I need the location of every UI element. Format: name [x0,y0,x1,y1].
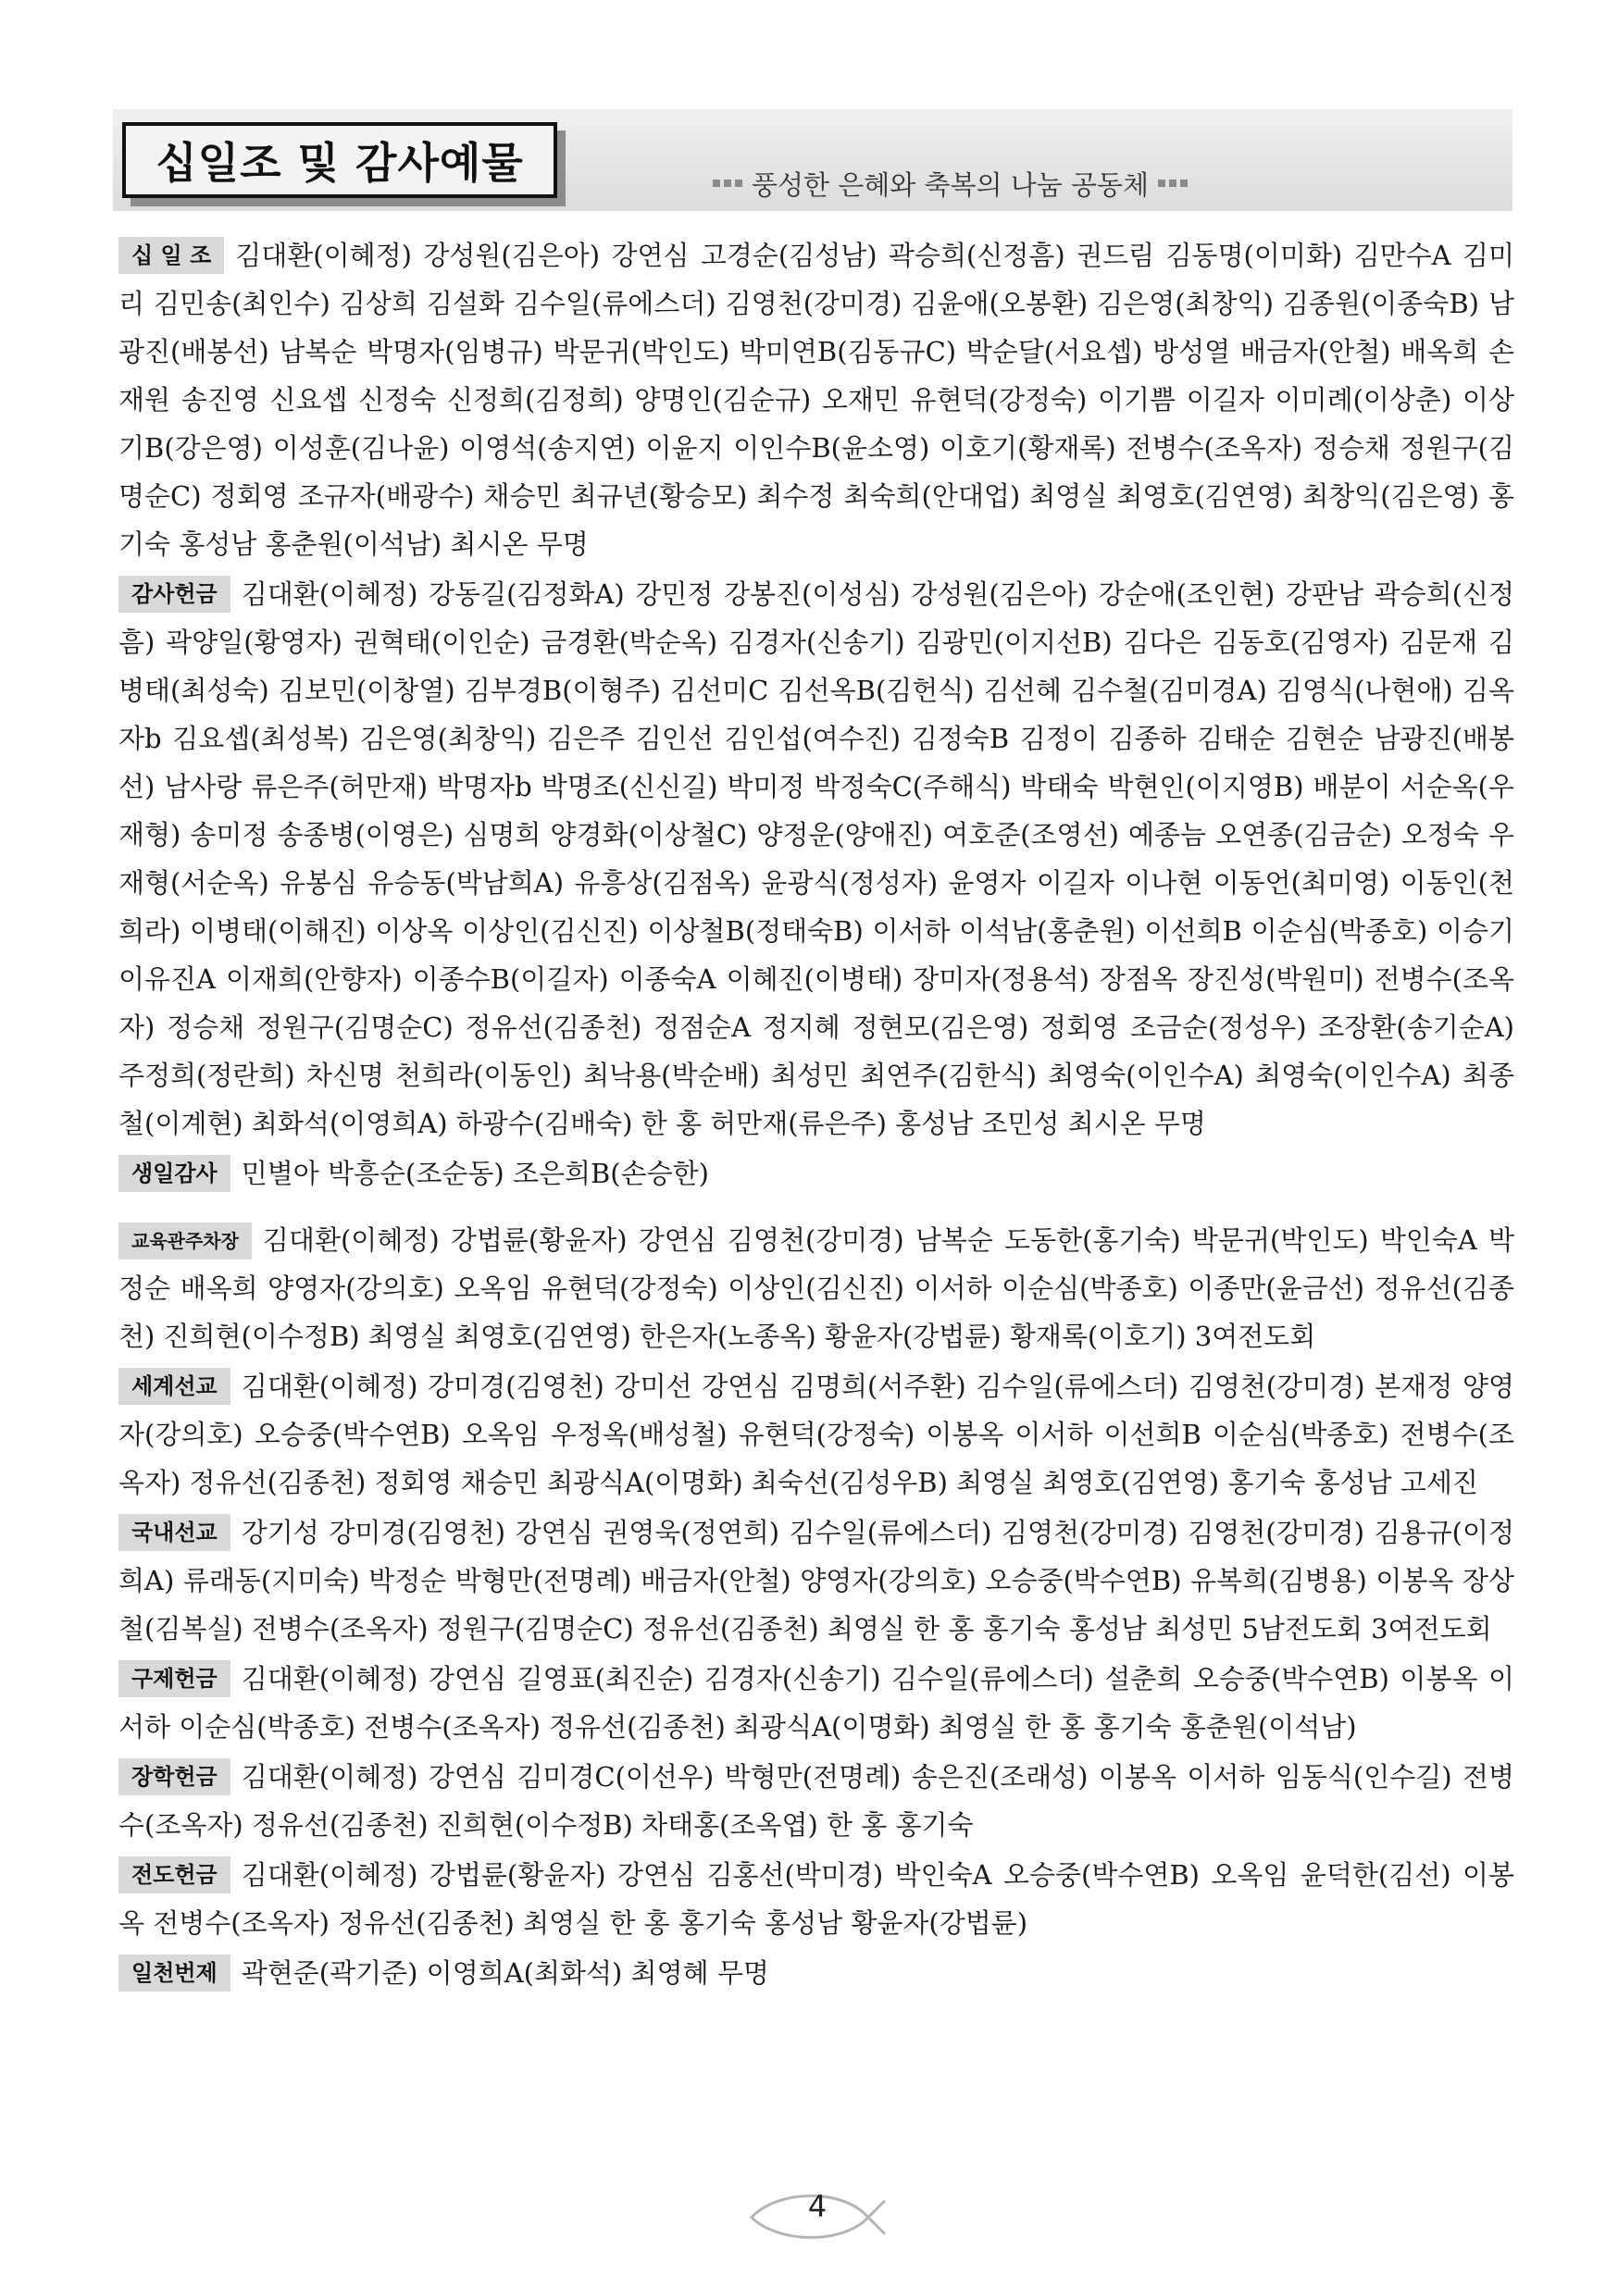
offering-list [118,231,1514,1999]
entry-label: 일천번제 [118,1955,230,1992]
entry-names: 김대환(이혜정) 강미경(김영천) 강미선 강연심 김명희(서주환) 김수일(류에스더) 김영천(강미경) 본재정 양영자(강의호) 오승중(박수연B) 오옥임 우정옥(배성철) 유현덕(강정숙) 이봉옥 이서하 이선희B 이순심(박종호) 전병수(조옥자) 정유선(김종천) 정회영 채승민 최광식A(이명화) 최숙선(김성우B) 최영실 최영호(김연영) 홍기숙 홍성남 고세진 [118,1371,1514,1498]
entry-world-mission [118,1362,1514,1507]
entry-scholarship [118,1753,1514,1849]
entry-evangelism [118,1851,1514,1947]
entry-relief [118,1655,1514,1751]
page-title: 십일조 및 감사예물 [156,138,524,188]
entry-names: 김대환(이혜정) 강연심 김미경C(이선우) 박형만(전명례) 송은진(조래성) 이봉옥 이서하 임동식(인수길) 전병수(조옥자) 정유선(김종천) 진희현(이수정B) 차태홍(조옥엽) 한 홍 홍기숙 [118,1761,1514,1841]
entry-label: 십 일 조 [118,237,224,274]
entry-names: 강기성 강미경(김영천) 강연심 권영욱(정연희) 김수일(류에스더) 김영천(강미경) 김영천(강미경) 김용규(이정희A) 류래동(지미숙) 박정순 박형만(전명례) 배금자(안철) 양영자(강의호) 오승중(박수연B) 유복희(김병용) 이봉옥 장상철(김복실) 전병수(조옥자) 정원구(김명순C) 정유선(김종천) 최영실 한 홍 홍기숙 홍성남 최성민 5남전도회 3여전도회 [118,1517,1514,1644]
entry-names: 김대환(이혜정) 강법륜(황윤자) 강연심 김영천(강미경) 남복순 도동한(홍기숙) 박문귀(박인도) 박인숙A 박정순 배옥희 양영자(강의호) 오옥임 유현덕(강정숙) 이상인(김신진) 이서하 이순심(박종호) 이종만(윤금선) 정유선(김종천) 진희현(이수정B) 최영실 최영호(김연영) 한은자(노종옥) 황윤자(강법륜) 황재록(이호기) 3여전도회 [118,1224,1514,1352]
page-number: 4 [807,2189,828,2224]
entry-label: 전도헌금 [118,1856,230,1893]
entry-names: 민별아 박흥순(조순동) 조은희B(손승한) [241,1158,709,1189]
entry-parking [118,1216,1514,1360]
entry-domestic-mission [118,1508,1514,1653]
entry-label: 세계선교 [118,1368,230,1405]
dots-left-icon [713,180,742,187]
subtitle-row [703,163,1197,204]
entry-names: 곽현준(곽기준) 이영희A(최화석) 최영혜 무명 [241,1957,769,1989]
subtitle: 풍성한 은혜와 축복의 나눔 공동체 [752,168,1150,201]
title-box [122,122,557,198]
entry-label: 교육관주차장 [118,1222,252,1260]
entry-names: 김대환(이혜정) 강연심 길영표(최진순) 김경자(신송기) 김수일(류에스더) 설춘희 오승중(박수연B) 이봉옥 이서하 이순심(박종호) 전병수(조옥자) 정유선(김종천) 최광식A(이명화) 최영실 한 홍 홍기숙 홍춘원(이석남) [118,1663,1514,1743]
entry-label: 국내선교 [118,1514,230,1551]
entry-label: 생일감사 [118,1155,230,1192]
dots-right-icon [1158,180,1188,187]
entry-thanks [118,570,1514,1148]
entry-names: 김대환(이혜정) 강동길(김정화A) 강민정 강봉진(이성심) 강성원(김은아) 강순애(조인현) 강판남 곽승희(신정흠) 곽양일(황영자) 권혁태(이인순) 금경환(박순옥) 김경자(신송기) 김광민(이지선B) 김다은 김동호(김영자) 김문재 김병태(최성숙) 김보민(이창열) 김부경B(이형주) 김선미C 김선옥B(김헌식) 김선혜 김수철(김미경A) 김영식(나현애) 김옥자b 김요셉(최성복) 김은영(최창익) 김은주 김인선 김인섭(여수진) 김정숙B 김정이 김종하 김태순 김현순 남광진(배봉선) 남사랑 류은주(허만재) 박명자b 박명조(신신길) 박미정 박정숙C(주해식) 박태숙 박현인(이지영B) 배분이 서순옥(우재형) 송미정 송종병(이영은) 심명희 양경화(이상철C) 양정운(양애진) 여호준(조영선) 예종늠 오연종(김금순) 오정숙 우재형(서순옥) 유봉심 유승동(박남희A) 유흥상(김점옥) 윤광식(정성자) 윤영자 이길자 이나현 이동언(최미영) 이동인(천희라) 이병태(이해진) 이상옥 이상인(김신진) 이상철B(정태숙B) 이서하 이석남(홍춘원) 이선희B 이순심(박종호) 이승기 이유진A 이재희(안향자) 이종수B(이길자) 이종숙A 이혜진(이병태) 장미자(정용석) 장점옥 장진성(박원미) 전병수(조옥자) 정승채 정원구(김명순C) 정유선(김종천) 정점순A 정지혜 정현모(김은영) 정회영 조금순(정성우) 조장환(송기순A) 주정희(정란희) 차신명 천희라(이동인) 최낙용(박순배) 최성민 최연주(김한식) 최영숙(이인수A) 최영숙(이인수A) 최종철(이계현) 최화석(이영희A) 하광수(김배숙) 한 홍 허만재(류은주) 홍성남 조민성 최시온 무명 [118,578,1514,1139]
entry-names: 김대환(이혜정) 강법륜(황윤자) 강연심 김홍선(박미경) 박인숙A 오승중(박수연B) 오옥임 윤덕한(김선) 이봉옥 전병수(조옥자) 정유선(김종천) 최영실 한 홍 홍기숙 홍성남 황윤자(강법륜) [118,1859,1514,1939]
entry-birthday [118,1149,1514,1198]
entry-thousand-offering [118,1949,1514,1997]
entry-label: 감사헌금 [118,576,230,613]
entry-names: 김대환(이혜정) 강성원(김은아) 강연심 고경순(김성남) 곽승희(신정흠) 권드림 김동명(이미화) 김만수A 김미리 김민송(최인수) 김상희 김설화 김수일(류에스더) 김영천(강미경) 김윤애(오봉환) 김은영(최창익) 김종원(이종숙B) 남광진(배봉선) 남복순 박명자(임병규) 박문귀(박인도) 박미연B(김동규C) 박순달(서요셉) 방성열 배금자(안철) 배옥희 손재원 송진영 신요셉 신정숙 신정희(김정희) 양명인(김순규) 오재민 유현덕(강정숙) 이기쁨 이길자 이미례(이상춘) 이상기B(강은영) 이성훈(김나윤) 이영석(송지연) 이윤지 이인수B(윤소영) 이호기(황재록) 전병수(조옥자) 정승채 정원구(김명순C) 정회영 조규자(배광수) 채승민 최규년(황승모) 최수정 최숙희(안대업) 최영실 최영호(김연영) 최창익(김은영) 홍기숙 홍성남 홍춘원(이석남) 최시온 무명 [118,240,1514,560]
entry-label: 구제헌금 [118,1660,230,1697]
entry-tithe [118,231,1514,568]
entry-label: 장학헌금 [118,1758,230,1795]
